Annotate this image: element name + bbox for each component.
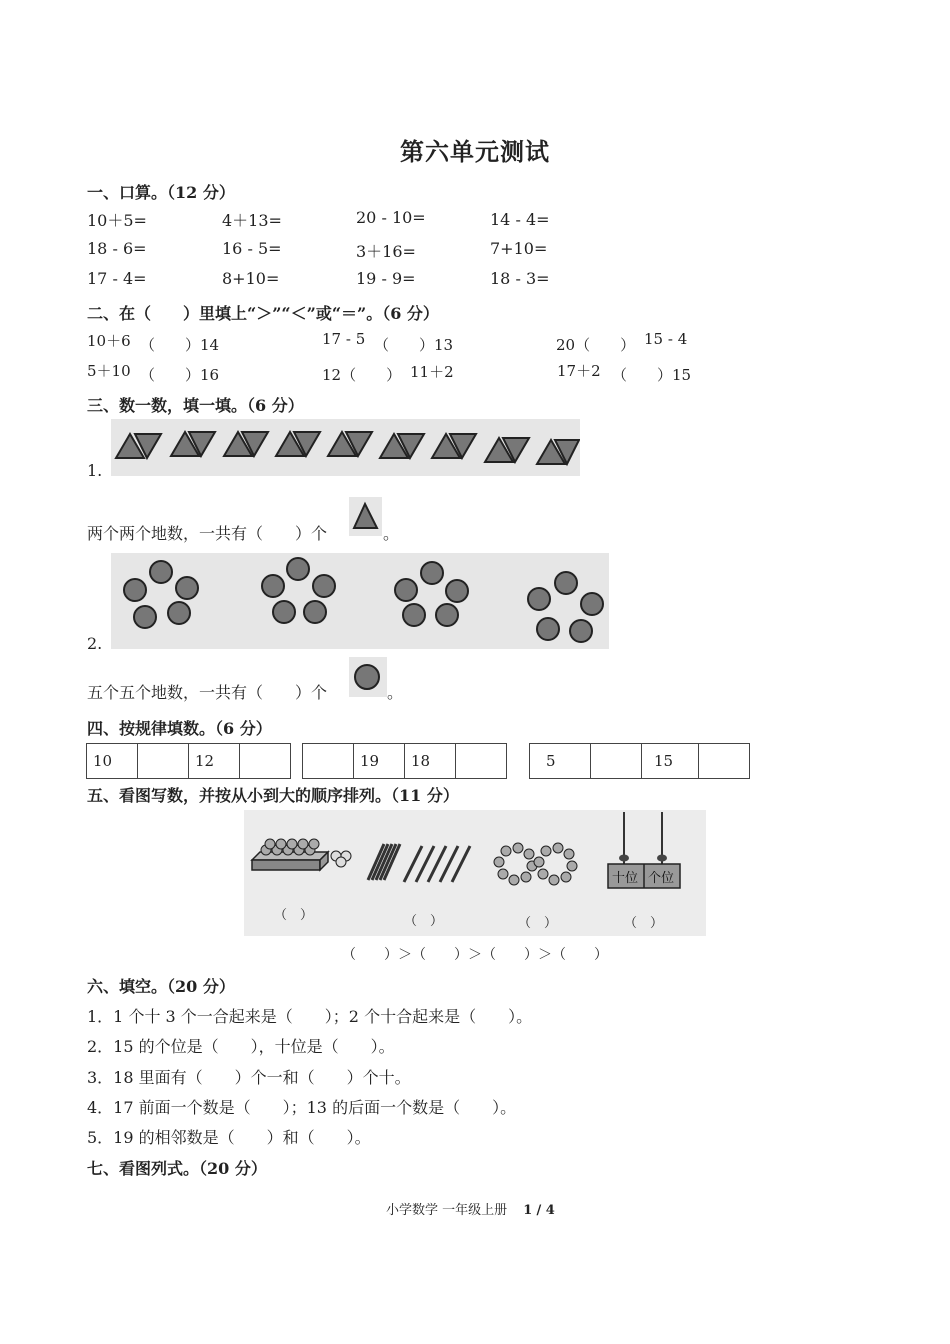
circle-icon <box>349 657 387 697</box>
sequence-cell: 18 <box>405 744 456 779</box>
section-2-heading: 二、在（ ）里填上“＞”“＜”或“＝”。（6 分） <box>87 304 439 323</box>
compare-blank: （ ）13 <box>374 336 454 354</box>
sequence-cell: 10 <box>87 744 138 779</box>
compare-expr: 10＋6 <box>87 332 131 350</box>
compare-blank: （ ）16 <box>140 366 220 384</box>
compare-blank: 12（ ） <box>322 366 402 384</box>
question-text: 五个五个地数，一共有（ ）个 <box>87 683 328 702</box>
circle-group-icon <box>111 553 609 649</box>
section-4-heading: 四、按规律填数。（6 分） <box>87 719 272 738</box>
compare-expr: 5＋10 <box>87 362 131 380</box>
fill-line: 1．1 个十 3 个一合起来是（ ）；2 个十合起来是（ ）。 <box>87 1007 533 1026</box>
sequence-blank-cell[interactable] <box>699 744 750 779</box>
compare-expr: 17 - 5 <box>322 330 366 348</box>
math-item: 3＋16= <box>356 242 416 261</box>
page-footer <box>386 1199 555 1218</box>
answer-blank[interactable]: （ ） <box>624 916 664 931</box>
math-item: 19 - 9= <box>356 269 416 288</box>
abacus-ones-label: 个位 <box>648 871 675 886</box>
footer-subject: 小学数学 一年级上册 <box>386 1203 508 1218</box>
bead-ring-icon <box>494 843 577 885</box>
period: 。 <box>387 683 404 702</box>
page-title: 第六单元测试 <box>400 137 550 166</box>
math-item: 4＋13= <box>222 211 282 230</box>
sequence-table-1 <box>86 743 291 779</box>
stick-bundle-icon <box>368 844 470 882</box>
math-item: 7+10= <box>490 239 548 258</box>
compare-expr: 15 - 4 <box>644 330 688 348</box>
order-line: （ ）＞（ ）＞（ ）＞（ ） <box>342 947 608 963</box>
footer-page-number: 1 <box>523 1203 533 1218</box>
question-number: 1. <box>87 461 103 480</box>
fill-line: 4．17 前面一个数是（ ）；13 的后面一个数是（ ）。 <box>87 1098 517 1117</box>
triangle-pair-icon <box>111 419 580 476</box>
fill-line: 3．18 里面有（ ）个一和（ ）个十。 <box>87 1068 411 1087</box>
answer-blank[interactable]: （ ） <box>274 908 314 923</box>
counting-objects-image <box>244 810 706 936</box>
answer-blank[interactable]: （ ） <box>404 914 444 929</box>
math-item: 14 - 4= <box>490 210 550 229</box>
sequence-cell: 15 <box>642 744 699 779</box>
period: 。 <box>383 524 400 543</box>
footer-page-total: / 4 <box>536 1203 555 1218</box>
triangle-pairs-image <box>111 419 580 476</box>
math-item: 18 - 6= <box>87 239 147 258</box>
section-1-heading: 一、口算。（12 分） <box>87 183 235 202</box>
section-5-heading: 五、看图写数，并按从小到大的顺序排列。（11 分） <box>87 786 459 805</box>
math-item: 8+10= <box>222 269 280 288</box>
math-item: 17 - 4= <box>87 269 147 288</box>
math-item: 20 - 10= <box>356 208 426 227</box>
math-item: 16 - 5= <box>222 239 282 258</box>
sequence-blank-cell[interactable] <box>456 744 507 779</box>
circle-groups-image <box>111 553 609 649</box>
compare-blank: 20（ ） <box>556 336 636 354</box>
section-7-heading: 七、看图列式。（20 分） <box>87 1159 267 1178</box>
compare-blank: （ ）14 <box>140 336 220 354</box>
sequence-table-3 <box>529 743 750 779</box>
compare-expr: 17＋2 <box>557 362 601 380</box>
sequence-blank-cell[interactable] <box>591 744 642 779</box>
math-item: 18 - 3= <box>490 269 550 288</box>
triangle-icon <box>349 497 382 536</box>
section-3-heading: 三、数一数，填一填。（6 分） <box>87 396 304 415</box>
section-6-heading: 六、填空。（20 分） <box>87 977 235 996</box>
fill-line: 2．15 的个位是（ ），十位是（ ）。 <box>87 1037 395 1056</box>
sequence-table-2 <box>302 743 507 779</box>
sequence-cell: 5 <box>530 744 591 779</box>
question-text: 两个两个地数，一共有（ ）个 <box>87 524 328 543</box>
fill-line: 5．19 的相邻数是（ ）和（ ）。 <box>87 1128 371 1147</box>
sequence-blank-cell[interactable] <box>138 744 189 779</box>
sequence-blank-cell[interactable] <box>303 744 354 779</box>
compare-expr: 11＋2 <box>410 363 454 381</box>
compare-blank: （ ）15 <box>612 366 692 384</box>
question-number: 2. <box>87 634 103 653</box>
answer-blank[interactable]: （ ） <box>518 916 558 931</box>
math-item: 10＋5= <box>87 211 147 230</box>
abacus-tens-label: 十位 <box>612 871 639 886</box>
sequence-blank-cell[interactable] <box>240 744 291 779</box>
sequence-cell: 19 <box>354 744 405 779</box>
sequence-cell: 12 <box>189 744 240 779</box>
egg-tray-icon <box>252 839 351 870</box>
